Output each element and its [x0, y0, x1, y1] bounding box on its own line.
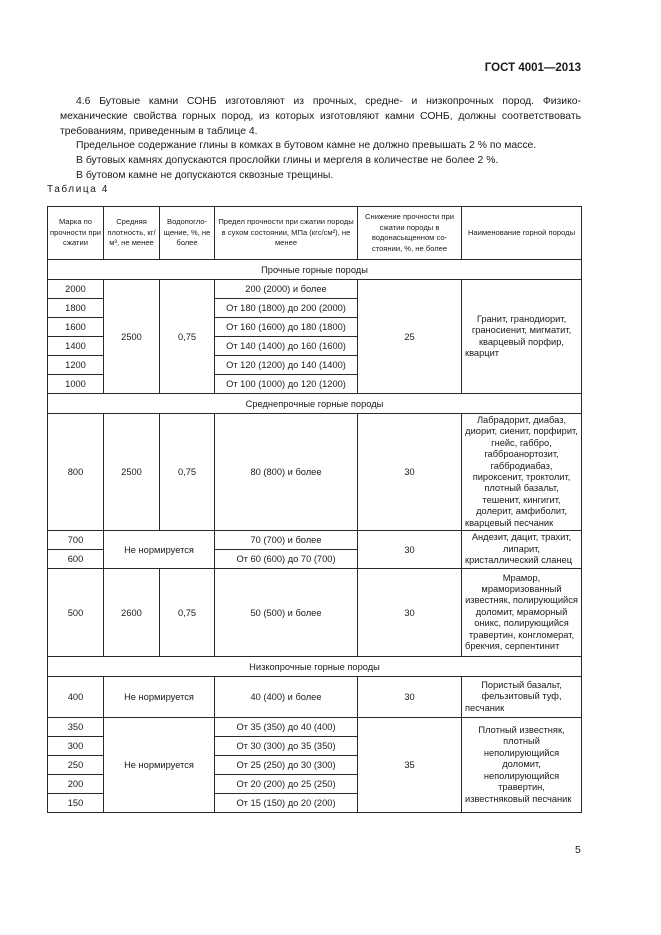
strength-cell: От 20 (200) до 25 (250) [215, 775, 358, 794]
grade-cell: 150 [48, 794, 104, 813]
table-row [48, 677, 582, 718]
strength-cell: 80 (800) и более [215, 414, 358, 531]
grade-cell: 300 [48, 737, 104, 756]
density-cell: 2500 [104, 414, 160, 531]
rock-name-cell: Лабрадорит, диабаз, диорит, сиенит, порфирит, гнейс, габбро, габброанортозит, габбродиабаз, пироксенит, троктолит, плотный базальт, тешенит, кингигит, долерит, амфиболит, кварцевый песчаник [462, 414, 582, 531]
paragraph: В бутовом камне не допускаются сквозные трещины. [76, 169, 334, 181]
group-title-medium: Среднепрочные горные породы [48, 394, 582, 414]
absorption-cell: 0,75 [160, 414, 215, 531]
reduction-cell: 35 [358, 718, 462, 813]
strength-cell: От 180 (1800) до 200 (2000) [215, 299, 358, 318]
header-density: Средняя плотность, кг/м³, не менее [104, 207, 160, 260]
reduction-cell: 30 [358, 531, 462, 569]
grade-cell: 800 [48, 414, 104, 531]
density-cell: 2500 [104, 280, 160, 394]
grade-cell: 350 [48, 718, 104, 737]
table-row [48, 280, 582, 299]
not-normed-cell: Не нормируется [104, 531, 215, 569]
rock-name-cell: Пористый базальт, фельзитовый туф, песчаник [462, 677, 582, 718]
header-grade: Марка по прочности при сжатии [48, 207, 104, 260]
strength-cell: От 160 (1600) до 180 (1800) [215, 318, 358, 337]
grade-cell: 1600 [48, 318, 104, 337]
reduction-cell: 30 [358, 569, 462, 657]
table-row [48, 531, 582, 550]
absorption-cell: 0,75 [160, 280, 215, 394]
table-caption: Таблица 4 [47, 184, 109, 195]
paragraph: Предельное содержание глины в комках в бутовом камне не должно превышать 2 % по массе. [76, 140, 537, 152]
group-title-low: Низкопрочные горные породы [48, 657, 582, 677]
table-row [48, 414, 582, 531]
group-row [48, 657, 582, 677]
reduction-cell: 25 [358, 280, 462, 394]
rock-name-cell: Андезит, дацит, трахит, липарит, кристаллический сланец [462, 531, 582, 569]
strength-cell: От 120 (1200) до 140 (1400) [215, 356, 358, 375]
grade-cell: 500 [48, 569, 104, 657]
header-reduction: Снижение прочности при сжатии породы в водонасыщенном со-стоянии, %, не более [358, 207, 462, 260]
rock-name-cell: Плотный известняк, плотный неполирующийся доломит, неполирующийся травертин, известняковый песчаник [462, 718, 582, 813]
document-code: ГОСТ 4001—2013 [484, 62, 581, 74]
reduction-cell: 30 [358, 677, 462, 718]
grade-cell: 1800 [48, 299, 104, 318]
page-number: 5 [575, 844, 581, 856]
reduction-cell: 30 [358, 414, 462, 531]
grade-cell: 700 [48, 531, 104, 550]
not-normed-cell: Не нормируется [104, 718, 215, 813]
not-normed-cell: Не нормируется [104, 677, 215, 718]
group-row [48, 260, 582, 280]
table-row [48, 569, 582, 657]
strength-cell: От 15 (150) до 20 (200) [215, 794, 358, 813]
strength-cell: 40 (400) и более [215, 677, 358, 718]
strength-cell: От 30 (300) до 35 (350) [215, 737, 358, 756]
table-header-row [48, 207, 582, 260]
table-row [48, 718, 582, 737]
grade-cell: 1000 [48, 375, 104, 394]
strength-cell: От 35 (350) до 40 (400) [215, 718, 358, 737]
strength-cell: 70 (700) и более [215, 531, 358, 550]
group-title-strong: Прочные горные породы [48, 260, 582, 280]
intro-text [60, 95, 581, 184]
paragraph: В бутовых камнях допускаются прослойки глины и мергеля в количестве не более 2 %. [76, 155, 499, 167]
strength-cell: От 100 (1000) до 120 (1200) [215, 375, 358, 394]
density-cell: 2600 [104, 569, 160, 657]
header-strength: Предел прочности при сжатии породы в сухом состоянии, МПа (кгс/см²), не менее [215, 207, 358, 260]
strength-cell: 200 (2000) и более [215, 280, 358, 299]
grade-cell: 1200 [48, 356, 104, 375]
grade-cell: 250 [48, 756, 104, 775]
strength-cell: От 25 (250) до 30 (300) [215, 756, 358, 775]
strength-cell: От 60 (600) до 70 (700) [215, 550, 358, 569]
absorption-cell: 0,75 [160, 569, 215, 657]
grade-cell: 600 [48, 550, 104, 569]
strength-cell: От 140 (1400) до 160 (1600) [215, 337, 358, 356]
rock-name-cell: Гранит, гранодиорит, граносиенит, мигматит, кварцевый порфир, кварцит [462, 280, 582, 394]
group-row [48, 394, 582, 414]
grade-cell: 200 [48, 775, 104, 794]
grade-cell: 1400 [48, 337, 104, 356]
paragraph: 4.6 Бутовые камни СОНБ изготовляют из прочных, средне- и низкопрочных пород. Физико-механические свойства горных пород, из которых изготовляют камни СОНБ, должны соответствовать требованиям, приведенным в таблице 4. [60, 96, 581, 137]
header-rock-name: Наименование горной породы [462, 207, 582, 260]
properties-table [47, 206, 582, 813]
strength-cell: 50 (500) и более [215, 569, 358, 657]
rock-name-cell: Мрамор, мраморизованный известняк, полирующийся доломит, мраморный оникс, полирующийся травертин, конгломерат, брекчия, серпентинит [462, 569, 582, 657]
grade-cell: 2000 [48, 280, 104, 299]
header-absorption: Водопогло-щение, %, не более [160, 207, 215, 260]
grade-cell: 400 [48, 677, 104, 718]
